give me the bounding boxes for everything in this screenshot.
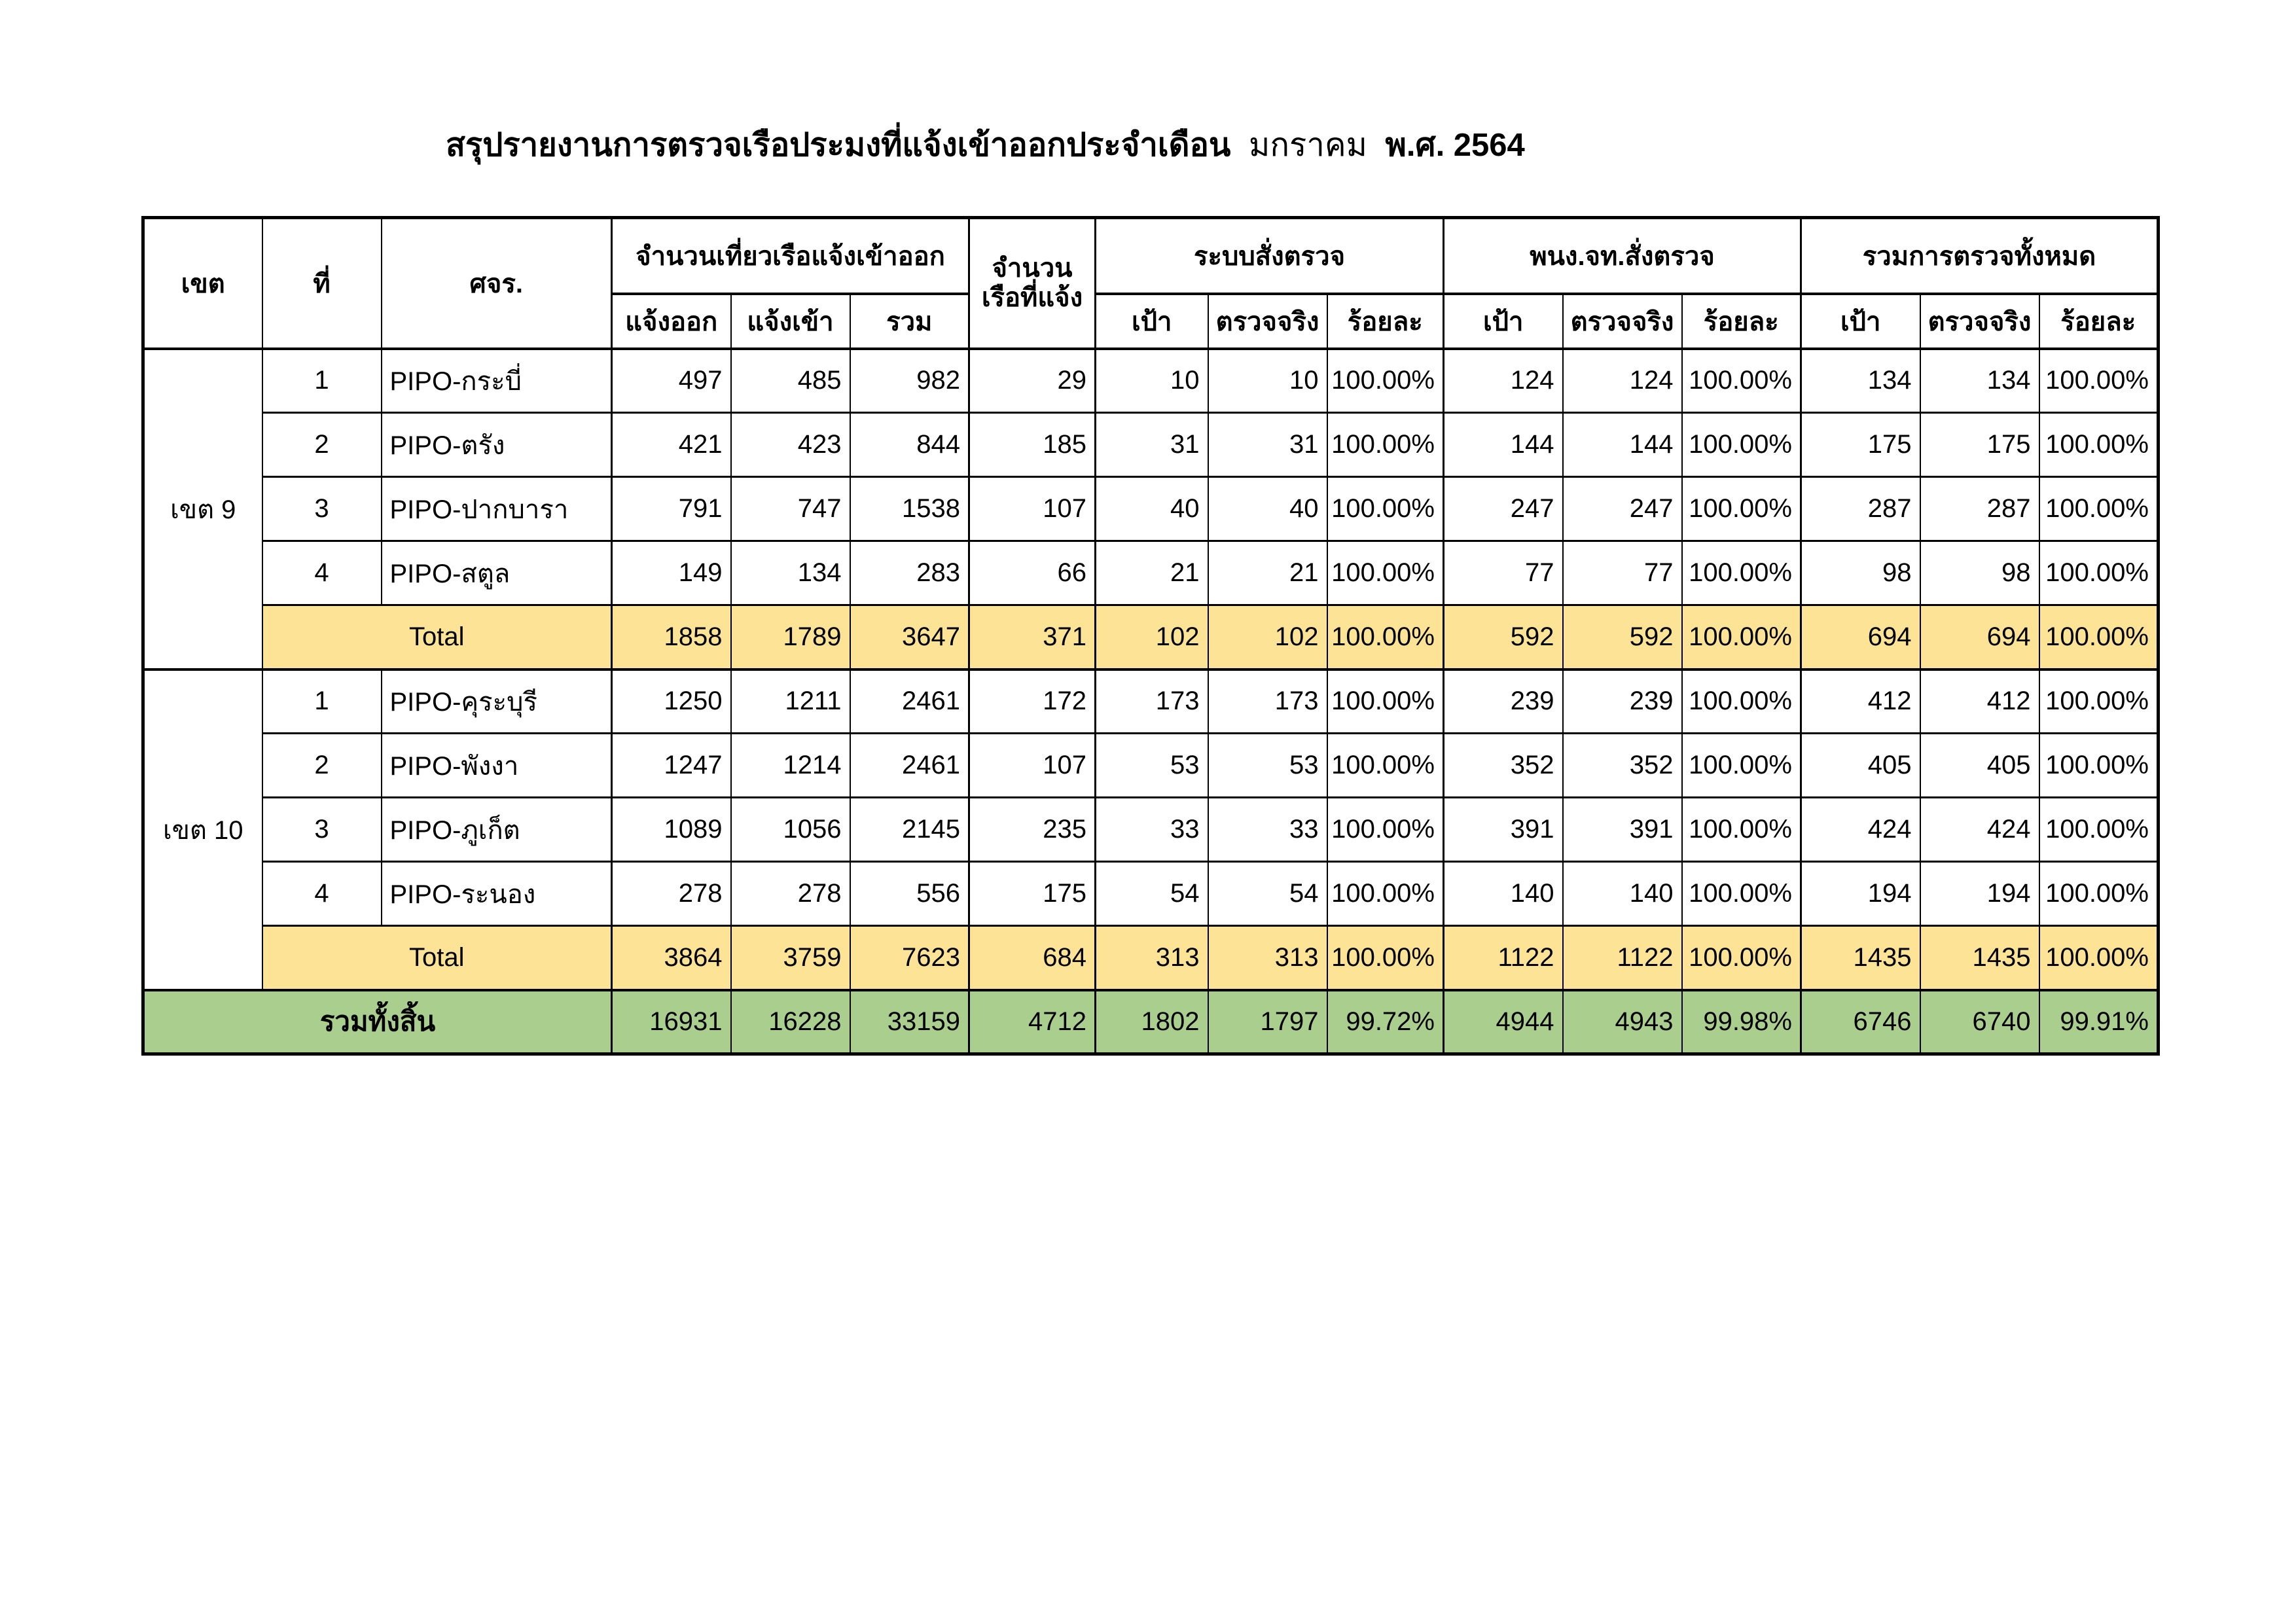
- zone-cell-zone10: เขต 10: [143, 669, 262, 990]
- cell-vessels: 107: [969, 734, 1096, 798]
- report-title-era: พ.ศ. 2564: [1385, 128, 1525, 163]
- cell-trips-sum: 33159: [850, 990, 969, 1054]
- cell-all-target: 405: [1801, 734, 1920, 798]
- cell-off-target: 391: [1444, 798, 1563, 862]
- cell-all-inspected: 287: [1920, 477, 2039, 541]
- cell-no: 2: [262, 413, 382, 477]
- cell-vessels: 4712: [969, 990, 1096, 1054]
- cell-sys-percent: 100.00%: [1327, 862, 1444, 926]
- cell-trips-out: 1089: [612, 798, 731, 862]
- cell-trips-in: 134: [731, 541, 850, 605]
- cell-off-percent: 100.00%: [1682, 669, 1801, 734]
- cell-all-target: 1435: [1801, 926, 1920, 990]
- data-row-pipo-krabi: [143, 349, 2159, 413]
- cell-trips-out: 497: [612, 349, 731, 413]
- cell-no: 1: [262, 349, 382, 413]
- cell-center: PIPO-สตูล: [382, 541, 612, 605]
- cell-trips-in: 1214: [731, 734, 850, 798]
- cell-off-inspected: 140: [1563, 862, 1682, 926]
- cell-off-target: 4944: [1444, 990, 1563, 1054]
- cell-all-percent: 100.00%: [2039, 669, 2159, 734]
- cell-off-target: 140: [1444, 862, 1563, 926]
- cell-off-target: 592: [1444, 605, 1563, 669]
- col-header-no: ที่: [262, 218, 382, 349]
- inspection-summary-table: [141, 216, 2160, 1056]
- cell-all-inspected: 6740: [1920, 990, 2039, 1054]
- cell-center: PIPO-ระนอง: [382, 862, 612, 926]
- cell-off-inspected: 144: [1563, 413, 1682, 477]
- cell-center: PIPO-ภูเก็ต: [382, 798, 612, 862]
- cell-sys-percent: 99.72%: [1327, 990, 1444, 1054]
- cell-vessels: 107: [969, 477, 1096, 541]
- cell-sys-percent: 100.00%: [1327, 541, 1444, 605]
- col-header-trips-in: แจ้งเข้า: [731, 294, 850, 349]
- cell-center: PIPO-ปากบารา: [382, 477, 612, 541]
- col-header-all-percent: ร้อยละ: [2039, 294, 2159, 349]
- cell-all-inspected: 424: [1920, 798, 2039, 862]
- cell-off-percent: 100.00%: [1682, 862, 1801, 926]
- cell-sys-target: 102: [1096, 605, 1208, 669]
- cell-all-percent: 100.00%: [2039, 477, 2159, 541]
- cell-sys-target: 21: [1096, 541, 1208, 605]
- cell-trips-in: 278: [731, 862, 850, 926]
- cell-all-target: 134: [1801, 349, 1920, 413]
- report-title-main: สรุปรายงานการตรวจเรือประมงที่แจ้งเข้าออกประจำเดือน: [446, 128, 1231, 163]
- cell-all-percent: 100.00%: [2039, 605, 2159, 669]
- cell-no: 2: [262, 734, 382, 798]
- cell-off-target: 77: [1444, 541, 1563, 605]
- report-title: [446, 119, 1525, 170]
- cell-sys-inspected: 33: [1208, 798, 1327, 862]
- cell-off-inspected: 247: [1563, 477, 1682, 541]
- cell-trips-sum: 7623: [850, 926, 969, 990]
- cell-vessels: 172: [969, 669, 1096, 734]
- grand-total-row: [143, 990, 2159, 1054]
- cell-sys-target: 40: [1096, 477, 1208, 541]
- cell-trips-sum: 2461: [850, 734, 969, 798]
- data-row-pipo-ranong: [143, 862, 2159, 926]
- cell-all-target: 287: [1801, 477, 1920, 541]
- data-row-pipo-phangnga: [143, 734, 2159, 798]
- cell-no: 4: [262, 541, 382, 605]
- cell-trips-sum: 1538: [850, 477, 969, 541]
- cell-all-inspected: 405: [1920, 734, 2039, 798]
- cell-sys-percent: 100.00%: [1327, 477, 1444, 541]
- col-header-sys-inspected: ตรวจจริง: [1208, 294, 1327, 349]
- cell-vessels: 371: [969, 605, 1096, 669]
- cell-vessels: 29: [969, 349, 1096, 413]
- cell-all-inspected: 175: [1920, 413, 2039, 477]
- cell-trips-sum: 2145: [850, 798, 969, 862]
- col-header-off-target: เป้า: [1444, 294, 1563, 349]
- data-row-pipo-trang: [143, 413, 2159, 477]
- cell-off-target: 239: [1444, 669, 1563, 734]
- cell-off-inspected: 124: [1563, 349, 1682, 413]
- cell-trips-in: 3759: [731, 926, 850, 990]
- cell-all-inspected: 98: [1920, 541, 2039, 605]
- cell-off-percent: 100.00%: [1682, 734, 1801, 798]
- cell-trips-out: 791: [612, 477, 731, 541]
- cell-sys-inspected: 31: [1208, 413, 1327, 477]
- col-header-center: ศจร.: [382, 218, 612, 349]
- col-header-sys-target: เป้า: [1096, 294, 1208, 349]
- cell-center: PIPO-ตรัง: [382, 413, 612, 477]
- cell-sys-target: 31: [1096, 413, 1208, 477]
- cell-center: PIPO-พังงา: [382, 734, 612, 798]
- cell-off-target: 352: [1444, 734, 1563, 798]
- cell-off-inspected: 4943: [1563, 990, 1682, 1054]
- cell-trips-in: 1789: [731, 605, 850, 669]
- cell-center: PIPO-คุระบุรี: [382, 669, 612, 734]
- cell-no: 4: [262, 862, 382, 926]
- cell-all-target: 6746: [1801, 990, 1920, 1054]
- data-row-pipo-pakbara: [143, 477, 2159, 541]
- cell-all-percent: 99.91%: [2039, 990, 2159, 1054]
- cell-trips-sum: 2461: [850, 669, 969, 734]
- cell-off-percent: 100.00%: [1682, 541, 1801, 605]
- cell-no: 3: [262, 798, 382, 862]
- cell-sys-percent: 100.00%: [1327, 349, 1444, 413]
- subtotal-label: Total: [262, 926, 612, 990]
- cell-trips-out: 278: [612, 862, 731, 926]
- cell-all-inspected: 134: [1920, 349, 2039, 413]
- cell-off-target: 124: [1444, 349, 1563, 413]
- cell-all-percent: 100.00%: [2039, 541, 2159, 605]
- cell-all-target: 175: [1801, 413, 1920, 477]
- cell-all-inspected: 194: [1920, 862, 2039, 926]
- cell-trips-sum: 844: [850, 413, 969, 477]
- cell-sys-inspected: 54: [1208, 862, 1327, 926]
- col-header-all-inspected: ตรวจจริง: [1920, 294, 2039, 349]
- cell-sys-inspected: 173: [1208, 669, 1327, 734]
- cell-no: 1: [262, 669, 382, 734]
- cell-trips-out: 149: [612, 541, 731, 605]
- cell-sys-inspected: 102: [1208, 605, 1327, 669]
- zone-cell-zone9: เขต 9: [143, 349, 262, 669]
- cell-all-target: 694: [1801, 605, 1920, 669]
- cell-trips-out: 16931: [612, 990, 731, 1054]
- cell-off-inspected: 592: [1563, 605, 1682, 669]
- col-header-all-target: เป้า: [1801, 294, 1920, 349]
- cell-no: 3: [262, 477, 382, 541]
- cell-trips-out: 421: [612, 413, 731, 477]
- cell-all-target: 412: [1801, 669, 1920, 734]
- cell-sys-inspected: 10: [1208, 349, 1327, 413]
- cell-off-target: 1122: [1444, 926, 1563, 990]
- cell-trips-in: 1211: [731, 669, 850, 734]
- cell-all-inspected: 694: [1920, 605, 2039, 669]
- cell-all-inspected: 1435: [1920, 926, 2039, 990]
- cell-trips-sum: 556: [850, 862, 969, 926]
- cell-trips-in: 423: [731, 413, 850, 477]
- col-header-sys-percent: ร้อยละ: [1327, 294, 1444, 349]
- subtotal-row-zone10: [143, 926, 2159, 990]
- cell-off-percent: 99.98%: [1682, 990, 1801, 1054]
- data-row-pipo-phuket: [143, 798, 2159, 862]
- cell-off-inspected: 352: [1563, 734, 1682, 798]
- cell-all-target: 424: [1801, 798, 1920, 862]
- col-header-off-percent: ร้อยละ: [1682, 294, 1801, 349]
- cell-sys-target: 33: [1096, 798, 1208, 862]
- cell-vessels: 684: [969, 926, 1096, 990]
- cell-sys-inspected: 40: [1208, 477, 1327, 541]
- cell-sys-target: 10: [1096, 349, 1208, 413]
- cell-vessels: 175: [969, 862, 1096, 926]
- col-header-zone: เขต: [143, 218, 262, 349]
- cell-trips-in: 16228: [731, 990, 850, 1054]
- cell-off-inspected: 1122: [1563, 926, 1682, 990]
- cell-sys-target: 54: [1096, 862, 1208, 926]
- cell-sys-inspected: 53: [1208, 734, 1327, 798]
- table-header: [143, 218, 2159, 349]
- cell-sys-percent: 100.00%: [1327, 605, 1444, 669]
- col-header-vessels-line1: จำนวน: [992, 253, 1073, 283]
- cell-trips-out: 1858: [612, 605, 731, 669]
- col-header-off-inspected: ตรวจจริง: [1563, 294, 1682, 349]
- cell-trips-out: 1250: [612, 669, 731, 734]
- col-group-trips: จำนวนเที่ยวเรือแจ้งเข้าออก: [612, 218, 969, 294]
- cell-all-percent: 100.00%: [2039, 926, 2159, 990]
- cell-sys-target: 53: [1096, 734, 1208, 798]
- cell-all-percent: 100.00%: [2039, 862, 2159, 926]
- data-row-pipo-kuraburi: [143, 669, 2159, 734]
- cell-center: PIPO-กระบี่: [382, 349, 612, 413]
- cell-all-percent: 100.00%: [2039, 798, 2159, 862]
- cell-sys-percent: 100.00%: [1327, 669, 1444, 734]
- header-row-groups: [143, 218, 2159, 294]
- col-header-vessels: [969, 218, 1096, 349]
- cell-off-percent: 100.00%: [1682, 605, 1801, 669]
- cell-sys-inspected: 1797: [1208, 990, 1327, 1054]
- cell-trips-sum: 982: [850, 349, 969, 413]
- report-title-month: มกราคม: [1249, 128, 1367, 163]
- cell-off-inspected: 391: [1563, 798, 1682, 862]
- cell-all-target: 194: [1801, 862, 1920, 926]
- col-group-officer: พนง.จท.สั่งตรวจ: [1444, 218, 1801, 294]
- cell-trips-in: 1056: [731, 798, 850, 862]
- subtotal-row-zone9: [143, 605, 2159, 669]
- cell-all-percent: 100.00%: [2039, 413, 2159, 477]
- grand-total-label: รวมทั้งสิ้น: [143, 990, 612, 1054]
- cell-sys-inspected: 21: [1208, 541, 1327, 605]
- cell-sys-percent: 100.00%: [1327, 413, 1444, 477]
- cell-all-percent: 100.00%: [2039, 734, 2159, 798]
- cell-off-target: 144: [1444, 413, 1563, 477]
- cell-trips-out: 3864: [612, 926, 731, 990]
- cell-off-inspected: 239: [1563, 669, 1682, 734]
- cell-vessels: 185: [969, 413, 1096, 477]
- subtotal-label: Total: [262, 605, 612, 669]
- cell-sys-inspected: 313: [1208, 926, 1327, 990]
- cell-all-inspected: 412: [1920, 669, 2039, 734]
- col-header-vessels-line2: เรือที่แจ้ง: [981, 283, 1083, 312]
- cell-vessels: 235: [969, 798, 1096, 862]
- cell-trips-in: 747: [731, 477, 850, 541]
- cell-off-percent: 100.00%: [1682, 798, 1801, 862]
- cell-sys-target: 313: [1096, 926, 1208, 990]
- cell-trips-sum: 3647: [850, 605, 969, 669]
- cell-vessels: 66: [969, 541, 1096, 605]
- cell-sys-target: 173: [1096, 669, 1208, 734]
- cell-sys-percent: 100.00%: [1327, 734, 1444, 798]
- cell-off-percent: 100.00%: [1682, 349, 1801, 413]
- cell-off-percent: 100.00%: [1682, 413, 1801, 477]
- cell-all-percent: 100.00%: [2039, 349, 2159, 413]
- col-group-all: รวมการตรวจทั้งหมด: [1801, 218, 2159, 294]
- col-group-system: ระบบสั่งตรวจ: [1096, 218, 1444, 294]
- cell-off-percent: 100.00%: [1682, 926, 1801, 990]
- data-row-pipo-satun: [143, 541, 2159, 605]
- cell-trips-in: 485: [731, 349, 850, 413]
- cell-off-percent: 100.00%: [1682, 477, 1801, 541]
- cell-sys-percent: 100.00%: [1327, 926, 1444, 990]
- col-header-trips-sum: รวม: [850, 294, 969, 349]
- cell-off-target: 247: [1444, 477, 1563, 541]
- cell-all-target: 98: [1801, 541, 1920, 605]
- cell-off-inspected: 77: [1563, 541, 1682, 605]
- col-header-trips-out: แจ้งออก: [612, 294, 731, 349]
- cell-trips-sum: 283: [850, 541, 969, 605]
- cell-sys-target: 1802: [1096, 990, 1208, 1054]
- cell-trips-out: 1247: [612, 734, 731, 798]
- cell-sys-percent: 100.00%: [1327, 798, 1444, 862]
